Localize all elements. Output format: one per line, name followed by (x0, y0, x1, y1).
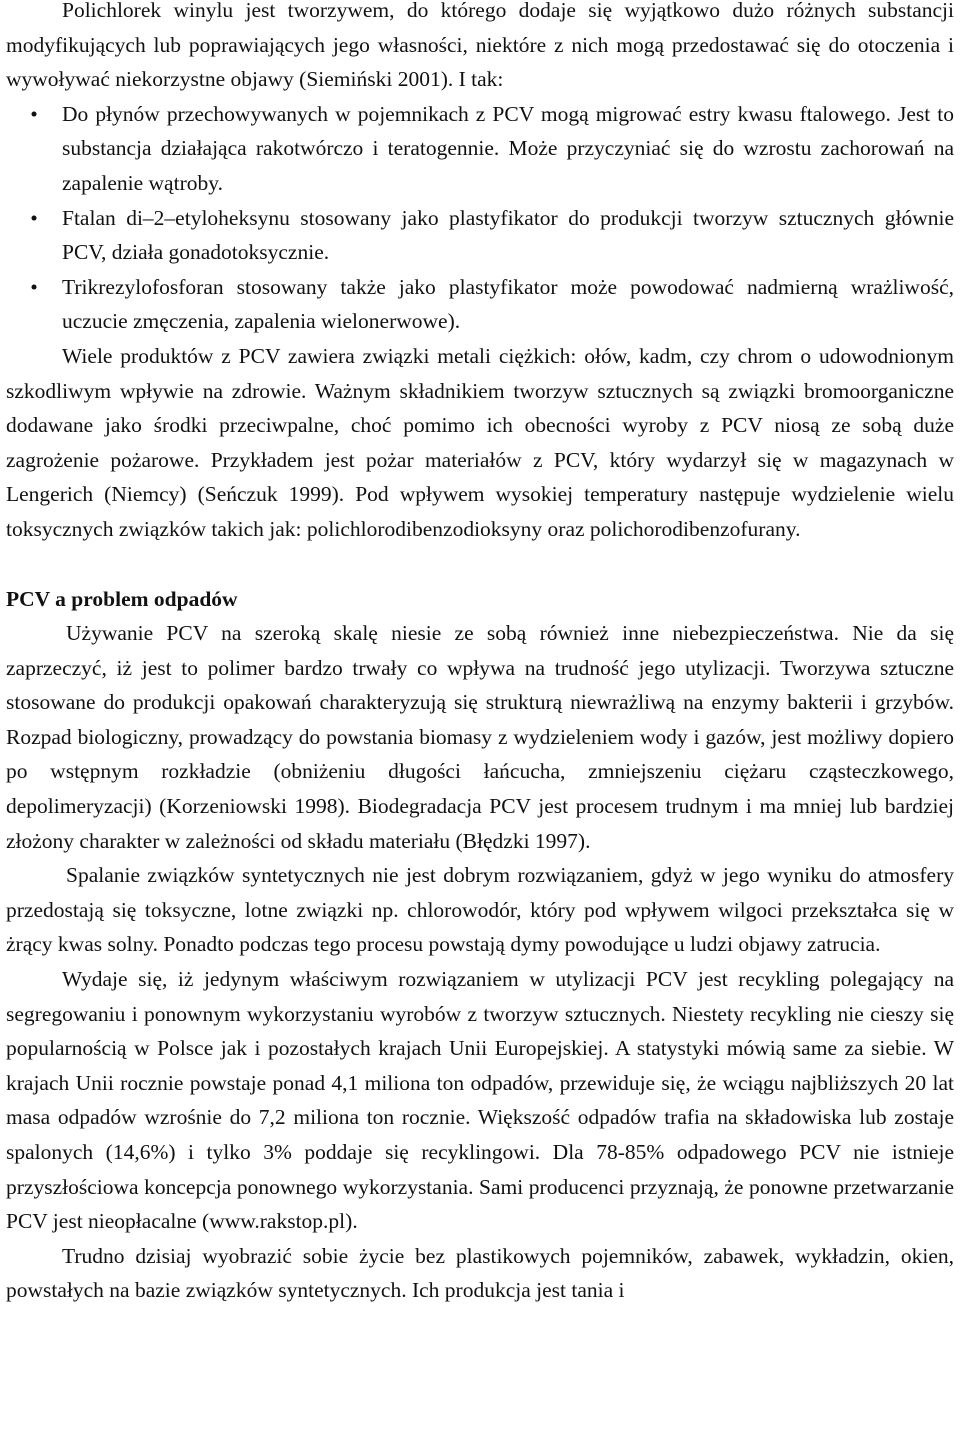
bullet-item (6, 201, 954, 270)
bullet-text: Trikrezylofosforan stosowany także jako plastyfikator może powodować nadmierną wrażliwość, uczucie zmęczenia, zapalenia wielonerwowe). (62, 274, 954, 334)
body-paragraph: Wydaje się, iż jedynym właściwym rozwiązaniem w utylizacji PCV jest recykling polegający na segregowaniu i ponownym wykorzystaniu wyrobów z tworzyw sztucznych. Niestety recykling nie cieszy się popularnością w Polsce jak i pozostałych krajach Unii Europejskiej. A statystyki mówią same za siebie. W krajach Unii rocznie powstaje ponad 4,1 miliona ton odpadów, przewiduje się, że wciągu najbliższych 20 lat masa odpadów wzrośnie do 7,2 miliona ton rocznie. Większość odpadów trafia na składowiska lub zostaje spalonych (14,6%) i tylko 3% poddaje się recyklingowi. Dla 78-85% odpadowego PCV nie istnieje przyszłościowa koncepcja ponownego wykorzystania. Sami producenci przyznają, że ponowne przetwarzanie PCV jest nieopłacalne (www.rakstop.pl). (6, 967, 954, 1234)
body-paragraph: Spalanie związków syntetycznych nie jest dobrym rozwiązaniem, gdyż w jego wyniku do atmosfery przedostają się toksyczne, lotne związki np. chlorowodór, który pod wpływem wilgoci przekształca się w żrący kwas solny. Ponadto podczas tego procesu powstają dymy powodujące u ludzi objawy zatrucia. (6, 863, 954, 957)
body-paragraph: Trudno dzisiaj wyobrazić sobie życie bez plastikowych pojemników, zabawek, wykładzin, okien, powstałych na bazie związków syntetycznych. Ich produkcja jest tania i (6, 1243, 954, 1303)
metals-paragraph: Wiele produktów z PCV zawiera związki metali ciężkich: ołów, kadm, czy chrom o udowodnionym szkodliwym wpływie na zdrowie. Ważnym składnikiem tworzyw sztucznych są związki bromoorganiczne dodawane jako środki przeciwpalne, choć pomimo ich obecności wyroby z PCV niosą ze sobą duże zagrożenie pożarowe. Przykładem jest pożar materiałów z PCV, który wydarzył się w magazynach w Lengerich (Niemcy) (Seńczuk 1999). Pod wpływem wysokiej temperatury następuje wydzielenie wielu toksycznych związków takich jak: polichlorodibenzodioksyny oraz polichorodibenzofurany. (6, 343, 954, 541)
section-heading: PCV a problem odpadów (6, 586, 238, 611)
intro-paragraph: Polichlorek winylu jest tworzywem, do którego dodaje się wyjątkowo dużo różnych substancji modyfikujących lub poprawiających jego własności, niektóre z nich mogą przedostawać się do otoczenia i wywoływać niekorzystne objawy (Siemiński 2001). I tak: (6, 0, 954, 92)
bullet-item (6, 270, 954, 339)
bullet-item (6, 97, 954, 201)
body-paragraph: Używanie PCV na szeroką skalę niesie ze sobą również inne niebezpieczeństwa. Nie da się zaprzeczyć, iż jest to polimer bardzo trwały co wpływa na trudność jego utylizacji. Tworzywa sztuczne stosowane do produkcji opakowań charakteryzują się strukturą niewrażliwą na enzymy bakterii i grzybów. Rozpad biologiczny, prowadzący do powstania biomasy z wydzieleniem wody i gazów, jest możliwy dopiero po wstępnym rozkładzie (obniżeniu długości łańcucha, zmniejszeniu ciężaru cząsteczkowego, depolimeryzacji) (Korzeniowski 1998). Biodegradacja PCV jest procesem trudnym i ma mniej lub bardziej złożony charakter w zależności od składu materiału (Błędzki 1997). (6, 621, 954, 853)
bullet-icon: • (30, 205, 38, 230)
bullet-icon: • (30, 274, 38, 299)
document-page (6, 0, 954, 1308)
bullet-list (6, 97, 954, 339)
bullet-text: Ftalan di–2–etyloheksynu stosowany jako plastyfikator do produkcji tworzyw sztucznych głównie PCV, działa gonadotoksycznie. (62, 205, 954, 265)
bullet-icon: • (30, 101, 38, 126)
bullet-text: Do płynów przechowywanych w pojemnikach z PCV mogą migrować estry kwasu ftalowego. Jest to substancja działająca rakotwórczo i teratogennie. Może przyczyniać się do wzrostu zachorowań na zapalenie wątroby. (62, 101, 954, 195)
